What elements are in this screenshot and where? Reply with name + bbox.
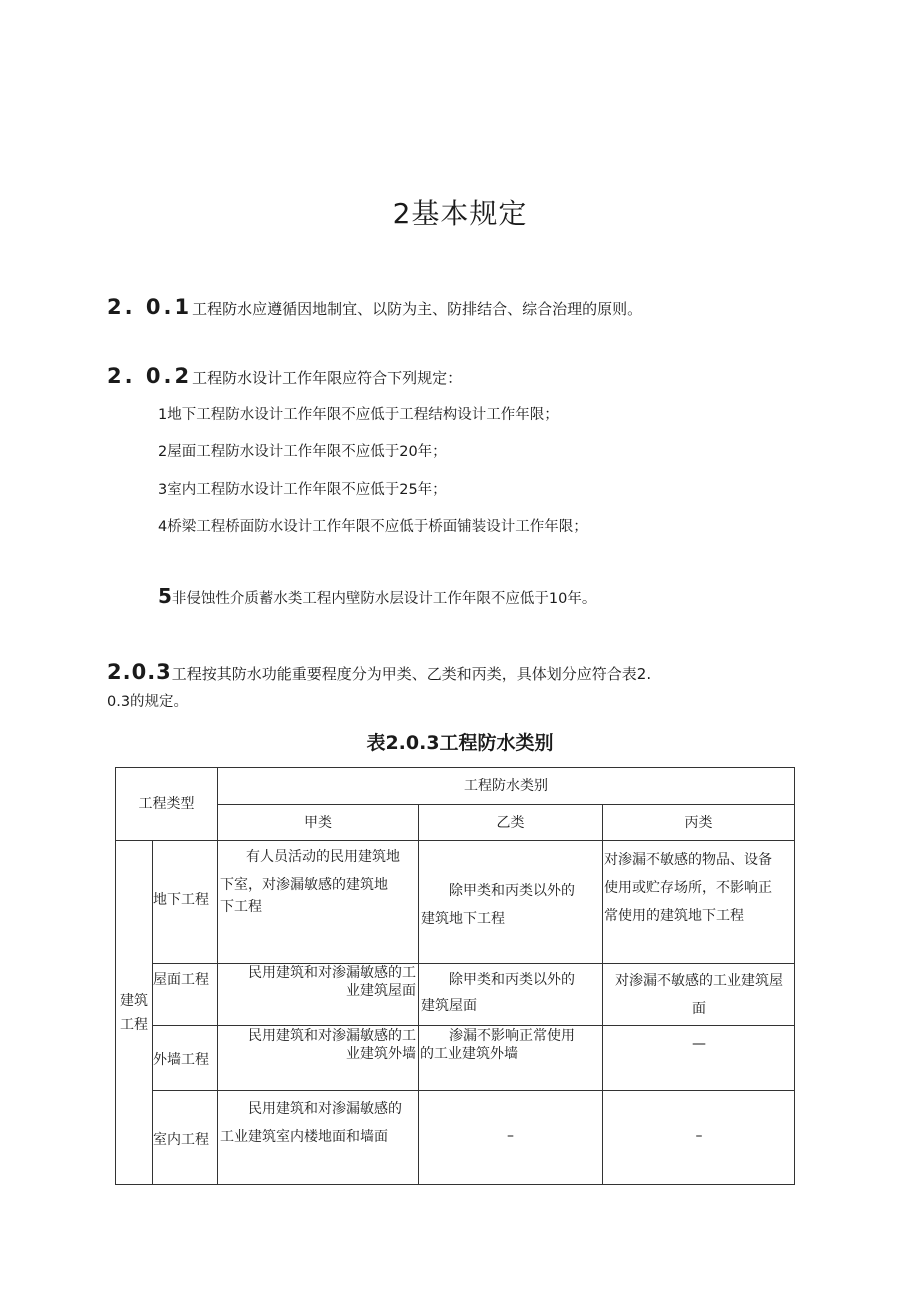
table-caption: 表2.0.3工程防水类别 (366, 732, 554, 754)
clause-text: 工程防水设计工作年限应符合下列规定： (192, 369, 463, 387)
cell-line: 除甲类和丙类以外的 (449, 883, 575, 899)
cell-underground-class-a (218, 846, 418, 918)
clause-number: 2. 0.1 (107, 295, 193, 319)
cell-line: 的工业建筑外墙 (420, 1046, 518, 1062)
header-category: 工程防水类别 (464, 778, 548, 794)
cell-underground-class-b (419, 880, 602, 930)
cell-line: 除甲类和丙类以外的 (449, 972, 575, 988)
cell-line: 渗漏不影响正常使用 (449, 1028, 575, 1044)
cell-roof-class-c (604, 967, 794, 1023)
cell-exterior-wall-class-b (419, 1027, 602, 1063)
list-item (158, 584, 596, 608)
cell-interior-class-c (604, 1125, 794, 1147)
clause-number: 2.0.3 (107, 660, 172, 684)
header-class-a: 甲类 (304, 814, 332, 831)
clause-text: 工程防水应遵循因地制宜、以防为主、防排结合、综合治理的原则。 (192, 300, 643, 318)
item-number: 5 (158, 584, 172, 608)
cell-line: 民用建筑和对渗漏敏感的 (248, 1101, 402, 1117)
cell-line: 工业建筑室内楼地面和墙面 (220, 1129, 388, 1145)
header-project-type: 工程类型 (138, 796, 195, 812)
cell-line: — (692, 1036, 706, 1052)
cell-line: 面 (692, 1001, 706, 1017)
row-name-underground: 地下工程 (153, 892, 209, 908)
section-title: 2基本规定 (392, 197, 528, 230)
cell-line: 常使用的建筑地下工程 (604, 908, 744, 924)
cell-exterior-wall-class-a (218, 1027, 416, 1063)
cell-line: 业建筑外墙 (346, 1046, 416, 1062)
cell-roof-class-a (218, 964, 416, 1000)
cell-interior-class-a (218, 1095, 418, 1151)
cell-line: 建筑屋面 (421, 998, 477, 1014)
header-class-b: 乙类 (496, 814, 525, 831)
cell-line: – (695, 1128, 703, 1144)
row-name-roof: 屋面工程 (153, 972, 209, 988)
cell-line: 有人员活动的民用建筑地 (246, 849, 400, 865)
cell-line: 使用或贮存场所，不影响正 (604, 880, 772, 896)
cell-line: – (507, 1128, 514, 1144)
cell-roof-class-b (419, 967, 602, 1019)
header-class-c: 丙类 (684, 814, 713, 831)
row-name-exterior-wall: 外墙工程 (153, 1052, 209, 1068)
group-label: 建筑工程 (120, 992, 148, 1033)
cell-line: 对渗漏不敏感的物品、设备 (604, 852, 772, 868)
cell-line: 建筑地下工程 (421, 911, 505, 927)
list-item: 4桥梁工程桥面防水设计工作年限不应低于桥面铺装设计工作年限； (158, 519, 588, 535)
clause-2-0-1 (107, 295, 642, 319)
cell-line: 下工程 (220, 899, 262, 915)
item-text: 非侵蚀性介质蓄水类工程内壁防水层设计工作年限不应低于10年。 (171, 591, 597, 607)
cell-underground-class-c (604, 846, 794, 930)
cell-exterior-wall-class-c (604, 1033, 794, 1055)
clause-2-0-2 (107, 364, 462, 388)
row-name-interior: 室内工程 (153, 1132, 209, 1148)
clause-text: 工程按其防水功能重要程度分为甲类、乙类和丙类，具体划分应符合表2. (171, 665, 652, 683)
cell-line: 民用建筑和对渗漏敏感的工 (248, 1028, 416, 1044)
cell-interior-class-b (419, 1125, 602, 1147)
cell-line: 对渗漏不敏感的工业建筑屋 (615, 973, 783, 989)
clause-2-0-3 (107, 660, 651, 684)
cell-line: 业建筑屋面 (346, 983, 416, 999)
group-building-engineering (116, 841, 152, 1184)
cell-line: 下室，对渗漏敏感的建筑地 (220, 877, 388, 893)
waterproof-category-table (115, 767, 795, 1185)
cell-line: 民用建筑和对渗漏敏感的工 (248, 965, 416, 981)
list-item: 3室内工程防水设计工作年限不应低于25年； (158, 482, 447, 498)
list-item: 1地下工程防水设计工作年限不应低于工程结构设计工作年限； (158, 407, 559, 423)
list-item: 2屋面工程防水设计工作年限不应低于20年； (158, 444, 447, 460)
clause-text-continued: 0.3的规定。 (107, 694, 189, 710)
clause-number: 2. 0.2 (107, 364, 193, 388)
